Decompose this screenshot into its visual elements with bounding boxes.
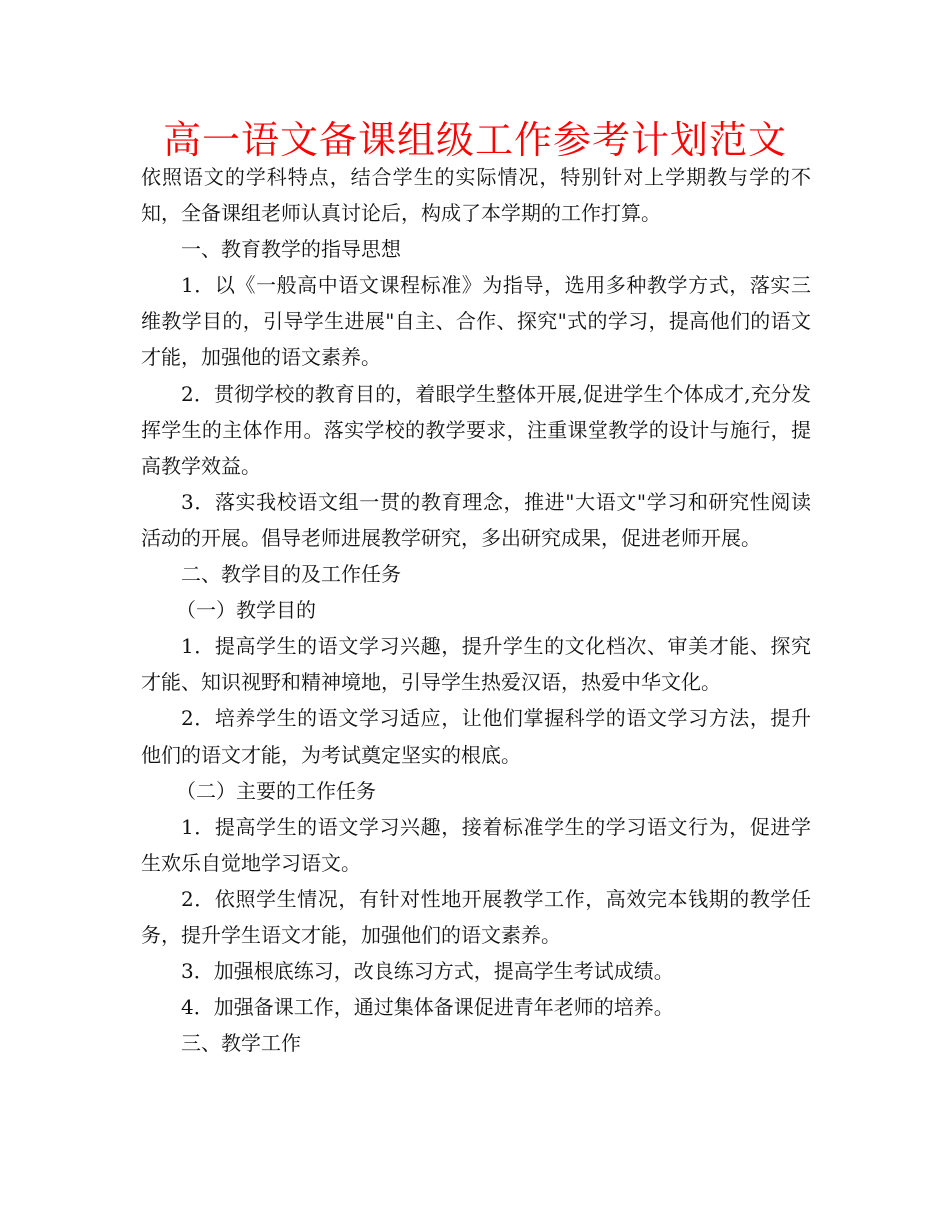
document-body [141, 159, 811, 1061]
list-item-goal-1: 1．提高学生的语文学习兴趣，提升学生的文化档次、审美才能、探究才能、知识视野和精神境地，引导学生热爱汉语，热爱中华文化。 [141, 634, 811, 695]
intro-paragraph: 依照语文的学科特点，结合学生的实际情况，特别针对上学期教与学的不知，全备课组老师认真讨论后，构成了本学期的工作打算。 [141, 165, 811, 226]
list-item-task-1: 1．提高学生的语文学习兴趣，接着标准学生的学习语文行为，促进学生欢乐自觉地学习语文。 [141, 814, 811, 875]
section-heading-teaching-work: 三、教学工作 [181, 1031, 301, 1056]
document-title: 高一语文备课组级工作参考计划范文 [162, 118, 787, 162]
list-item-task-4: 4．加强备课工作，通过集体备课促进青年老师的培养。 [181, 995, 674, 1020]
section-heading-goals-and-tasks: 二、教学目的及工作任务 [181, 562, 401, 587]
subsection-heading-main-tasks: （二）主要的工作任务 [176, 778, 376, 803]
list-item-guiding-1: 1．以《一般高中语文课程标准》为指导，选用多种教学方式，落实三维教学目的，引导学生进展"自主、合作、探究"式的学习，提高他们的语文才能，加强他的语文素养。 [141, 273, 811, 370]
list-item-task-3: 3．加强根底练习，改良练习方式，提高学生考试成绩。 [181, 959, 674, 984]
list-item-goal-2: 2．培养学生的语文学习适应，让他们掌握科学的语文学习方法，提升他们的语文才能，为考试奠定坚实的根底。 [141, 706, 811, 767]
list-item-task-2: 2．依照学生情况，有针对性地开展教学工作，高效完本钱期的教学任务，提升学生语文才能，加强他们的语文素养。 [141, 886, 811, 947]
list-item-guiding-3: 3．落实我校语文组一贯的教育理念，推进"大语文"学习和研究性阅读活动的开展。倡导老师进展教学研究，多出研究成果，促进老师开展。 [141, 489, 811, 550]
subsection-heading-teaching-goals: （一）教学目的 [176, 598, 316, 623]
list-item-guiding-2: 2．贯彻学校的教育目的，着眼学生整体开展,促进学生个体成才,充分发挥学生的主体作用。落实学校的教学要求，注重课堂教学的设计与施行，提高教学效益。 [141, 381, 811, 478]
section-heading-guiding-ideology: 一、教育教学的指导思想 [181, 237, 401, 262]
